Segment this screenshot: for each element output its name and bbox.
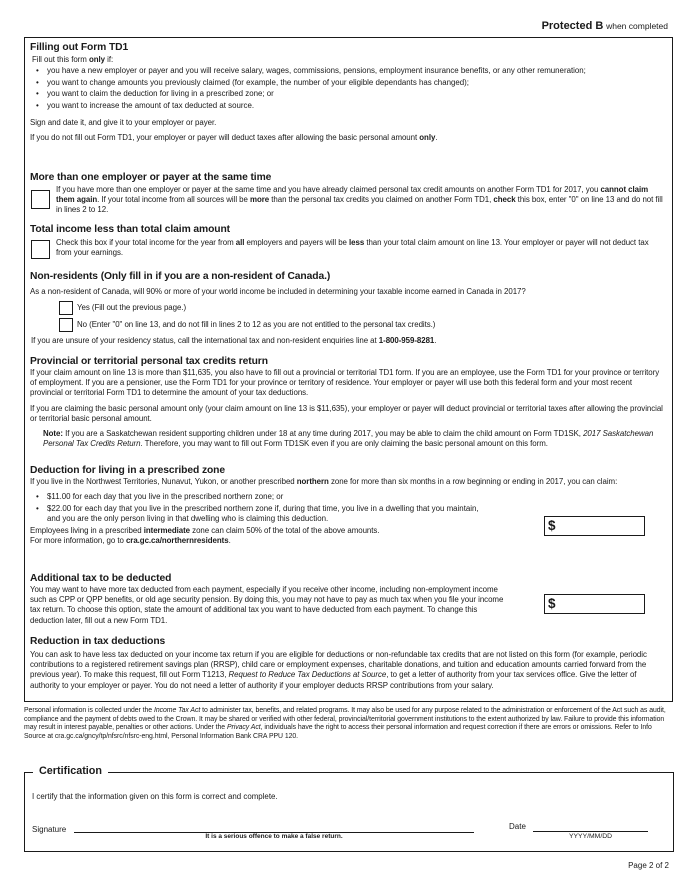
date-label: Date [509,822,526,831]
certification-statement: I certify that the information given on this form is correct and complete. [32,792,278,801]
text-bold: only [88,55,105,64]
text: zone can claim 50% of the total of the above amounts. [190,525,380,535]
signature-label: Signature [32,825,67,834]
more-info-text [30,536,666,546]
text: to administer tax, benefits, and related programs. It may also be used for any purpose related to the administration or enforcement of the Act such as audit, compliance and the payment of debts owed to the Crown. It may be shared or verified with other federal, provincial/territorial government institutions to the extent authorized by law. Failure to provide this information may result in interest payable, penalties or other actions. Under the [24,707,666,732]
text: this box, enter "0" on line 13 and do not fill in lines 2 to 12. [56,195,663,215]
multiple-employers-checkbox[interactable] [31,190,50,209]
section-text [30,185,666,216]
date-format-hint: YYYY/MM/DD [568,833,613,840]
text: employers and payers will be [244,238,350,247]
instructions-box [24,37,673,702]
section-text [30,650,666,691]
text: If you live in the Northwest Territories, Nunavut, Yukon, or another prescribed [30,477,297,486]
text: than your total claim amount on line 13. Your employer or payer will not deduct tax from your earnings. [56,238,649,258]
provincial-note [30,429,666,449]
no-checkbox[interactable] [59,318,73,332]
list-item: • you want to change amounts you previously claimed (for example, the number of your eligible dependants has changed); [30,78,666,88]
section-text: You may want to have more tax deducted from each payment, especially if you receive other income, including non-employment income such as CPP or QPP benefits, or old age security pension. By doing this, you may not have to pay as much tax when you file your income tax return. To choose this option, state the amount of additional tax you want to have deducted from each payment. To change this deduction later, fill out a new Form TD1. [30,585,504,625]
section-provincial [30,356,666,449]
protected-header [542,20,668,32]
section-non-residents [30,271,666,346]
provincial-para-2: If you are claiming the basic personal amount only (your claim amount on line 13 is $11,635), your employer or payer will deduct provincial or territorial taxes after allowing the provincial or territorial basic personal amount. [30,403,663,423]
text-bold: only [419,133,436,143]
protected-suffix: when completed [606,21,668,31]
additional-tax-amount-field[interactable] [544,594,645,614]
text-bold: all [235,238,245,247]
residency-question: As a non-resident of Canada, will 90% or more of your world income be included in determining your taxable income earned in Canada in 2017? [30,287,526,296]
section-title: Reduction in tax deductions [30,636,166,647]
text: , individuals have the right to access their personal information and request correction if there are errors or omissions. Refer to Info Source at cra.gc.ca/gncy/tp/nfsrc/nfsrc-eng.html, Personal Information Bank CRA PPU 120. [24,724,652,740]
divider [108,772,673,773]
text-bold: cannot claim them again [56,185,649,205]
text: If you are a Saskatchewan resident supporting children under 18 at any time during 2017, you may be able to claim the child amount on Form TD1SK, [62,429,584,439]
section-filling-out [30,42,666,144]
list-item: • you want to increase the amount of tax deducted at source. [30,101,666,111]
text: For more information, go to [30,535,126,545]
section-title: Deduction for living in a prescribed zone [30,465,226,476]
conditions-list [30,66,666,111]
option-yes[interactable] [30,301,666,317]
section-title: Filling out Form TD1 [30,42,129,53]
text-italic: 2017 Saskatchewan Personal Tax Credits Return [43,429,654,449]
northern-residents-link[interactable]: cra.gc.ca/northernresidents [125,535,229,545]
default-note [30,133,666,143]
text: . [435,133,438,143]
zone-amounts-list [30,492,485,524]
dollar-sign: $ [548,596,556,611]
note-label: Note: [43,429,63,439]
provincial-para-1: If your claim amount on line 13 is more than $11,635, you also have to fill out a provincial or territorial TD1 form. If you are an employee, use the Form TD1 for your province or territory of employment. If you are a pensioner, use the Form TD1 for your province or territory of residence. Your employer or payer will use both this federal form and your most recent provincial or territorial Form TD1 to determine the amount of your tax deductions. [30,368,660,398]
text: , to get a letter of authority from your tax services office. Give the letter of authority to your employer or payer. You do not need a letter of authority if your employer deducts RRSP contributions from your salary. [30,670,637,690]
privacy-notice [24,707,674,741]
section-text [30,238,666,258]
text-italic: Privacy Act [226,724,261,732]
intro-text [30,55,666,65]
total-income-less-checkbox[interactable] [31,240,50,259]
residency-help [30,336,666,346]
certification-box [24,765,674,852]
zone-deduction-amount-field[interactable] [544,516,645,536]
text: if: [104,55,114,64]
text: If you have more than one employer or payer at the same time and you have already claimed personal tax credit amounts on another Form TD1 for 2017, you [56,185,601,194]
section-title: Total income less than total claim amount [30,224,230,235]
section-multiple-employers [30,172,666,216]
yes-checkbox[interactable] [59,301,73,315]
date-field[interactable] [533,831,648,832]
list-item: • $11.00 for each day that you live in the prescribed northern zone; or [30,492,485,502]
text-bold: less [349,238,365,247]
protected-label: Protected B [541,20,604,32]
section-title: Non-residents (Only fill in if you are a non-resident of Canada.) [30,271,331,282]
text: Fill out this form [32,55,89,64]
section-title: More than one employer or payer at the same time [30,172,272,183]
text: Check this box if your total income for the year from [56,238,236,247]
divider [25,772,33,773]
text: If you do not fill out Form TD1, your employer or payer will deduct taxes after allowing the basic personal amount [30,133,420,143]
section-title: Additional tax to be deducted [30,573,172,584]
list-item: • you have a new employer or payer and you will receive salary, wages, commissions, pensions, employment insurance benefits, or any other remuneration; [30,66,666,76]
list-item: • $22.00 for each day that you live in the prescribed northern zone if, during that time, you live in a dwelling that you maintain, and you are the only person living in that dwelling who is claiming this deduction. [30,504,485,524]
false-return-warning: It is a serious offence to make a false return. [205,833,343,840]
text-italic: Request to Reduce Tax Deductions at Source [228,670,387,680]
text: You can ask to have less tax deducted on your income tax return if you are eligible for deductions or non-refundable tax credits that are not listed on this form (for example, periodic contributions to a registered retirement savings plan (RRSP), child care or employment expenses, charitable donations, and tuition and education amounts carried forward from the previous year). To make this request, fill out Form T1213, [30,650,647,680]
text: . [434,336,437,346]
option-label: Yes (Fill out the previous page.) [77,303,187,313]
phone-number: 1-800-959-8281 [378,336,435,346]
text: Employees living in a prescribed [30,525,144,535]
option-label: No (Enter "0" on line 13, and do not fill in lines 2 to 12 as you are not entitled to the personal tax credits.) [77,320,436,330]
text: If you are unsure of your residency status, call the international tax and non-resident enquiries line at [31,336,379,346]
text: . If your total income from all sources will be [97,195,250,205]
text: . [228,535,231,545]
text-italic: Income Tax Act [153,707,201,714]
certification-title: Certification [39,765,102,777]
text-bold: more [250,195,270,205]
section-reduction [30,636,666,691]
list-item: • you want to claim the deduction for living in a prescribed zone; or [30,89,666,99]
dollar-sign: $ [548,518,556,533]
zone-intro [30,477,666,487]
text-bold: check [493,195,516,205]
page-number: Page 2 of 2 [628,861,669,870]
section-total-income-less [30,224,666,258]
sign-instruction: Sign and date it, and give it to your employer or payer. [30,118,217,128]
text: Personal information is collected under the [24,707,154,714]
text-bold: northern [296,477,329,486]
text: . Therefore, you may want to fill out Form TD1SK even if you are only claiming the basic personal amount on this form. [140,439,548,449]
section-title: Provincial or territorial personal tax credits return [30,356,268,367]
text-bold: intermediate [143,525,191,535]
text: than the personal tax credits you claimed on another Form TD1, [269,195,494,205]
text: zone for more than six months in a row beginning or ending in 2017, you can claim: [328,477,618,486]
option-no[interactable] [30,318,666,334]
